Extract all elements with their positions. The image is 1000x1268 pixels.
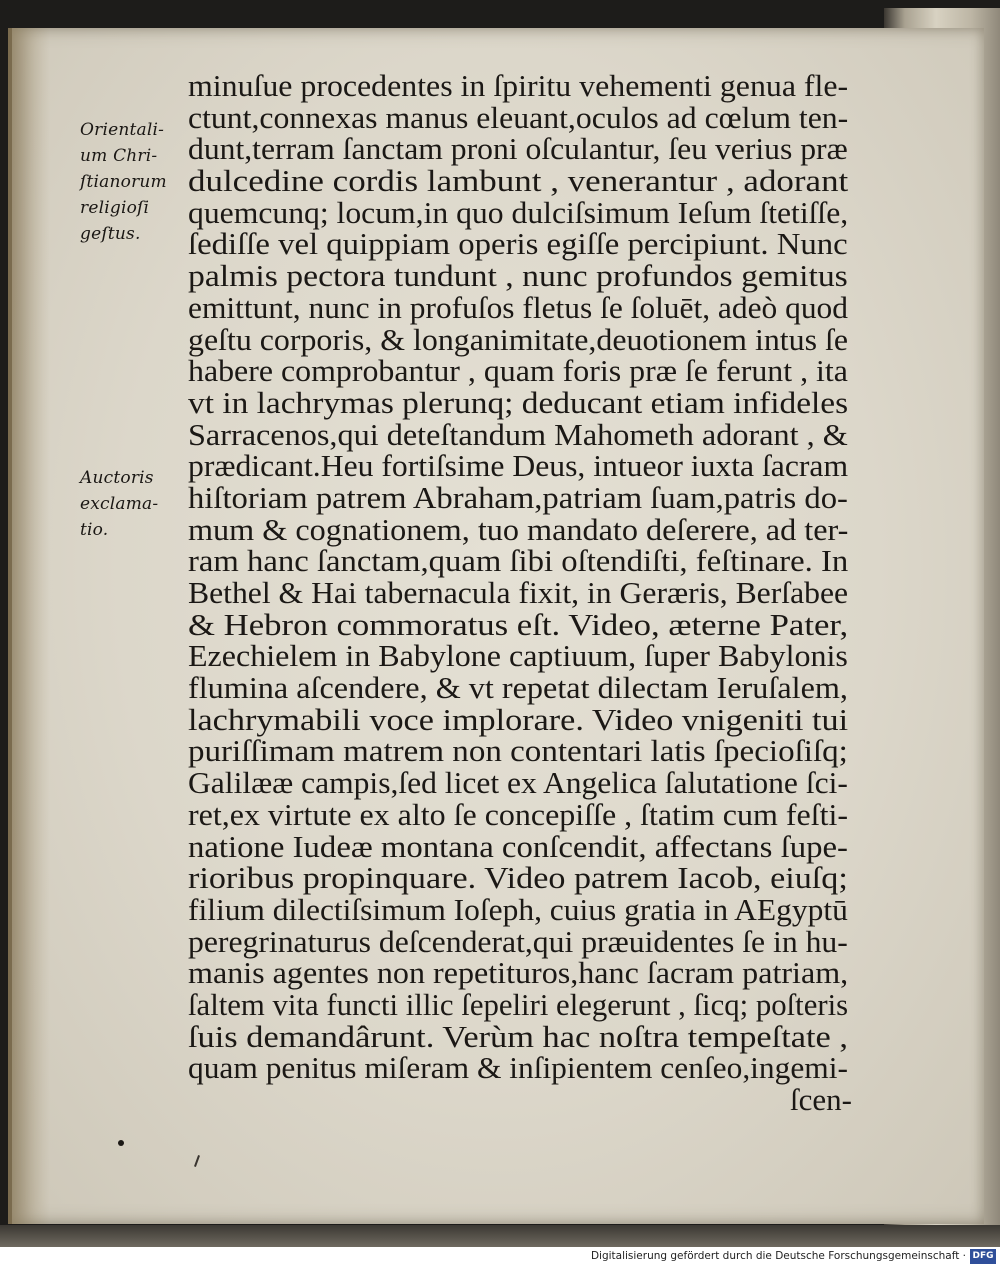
margin-note-line: geſtus. bbox=[80, 224, 141, 244]
text-line: ſaltem vita functi illic ſepeliri elegerunt , ſicq; poſteris bbox=[188, 986, 849, 1022]
text-line: filium dilectiſsimum Ioſeph, cuius gratia in AEgyptū bbox=[188, 891, 848, 927]
dfg-logo-icon: DFG bbox=[970, 1249, 996, 1264]
text-line: ctunt,connexas manus eleuant,oculos ad cœlum ten- bbox=[188, 99, 849, 135]
text-line: natione Iudeæ montana conſcendit, affectans ſupe- bbox=[188, 828, 848, 864]
margin-note-line: tio. bbox=[80, 520, 109, 540]
text-line: rioribus propinquare. Video patrem Iacob, eiuſq; bbox=[188, 860, 848, 896]
text-line: Ezechielem in Babylone captiuum, ſuper Babylonis bbox=[188, 638, 848, 674]
margin-note-line: Auctoris bbox=[80, 468, 154, 488]
text-line: geſtu corporis, & longanimitate,deuotionem intus ſe bbox=[188, 321, 849, 357]
text-line: manis agentes non repetituros,hanc ſacram patriam, bbox=[188, 955, 849, 991]
text-line: ſuis demandârunt. Verùm hac noſtra tempeſtate , bbox=[188, 1018, 849, 1054]
text-line: Galilææ campis,ſed licet ex Angelica ſalutatione ſci- bbox=[188, 765, 848, 801]
text-line: mum & cognationem, tuo mandato deſerere, ad ter- bbox=[188, 511, 849, 547]
text-line: ret,ex virtute ex alto ſe concepiſſe , ſtatim cum feſti- bbox=[188, 796, 849, 832]
margin-note-line: Orientali- bbox=[80, 120, 165, 140]
text-line: Bethel & Hai tabernacula fixit, in Geræris, Berſabee bbox=[188, 575, 849, 610]
margin-note-line: religioſi bbox=[80, 198, 150, 218]
text-line: ſediſſe vel quippiam operis egiſſe percipiunt. Nunc bbox=[188, 226, 848, 262]
margin-note-line: exclama- bbox=[80, 494, 159, 514]
funding-credit: Digitalisierung gefördert durch die Deutsche Forschungsgemeinschaft · bbox=[590, 1250, 966, 1262]
main-text-block bbox=[188, 70, 868, 1116]
text-line: prædicant.Heu fortiſsime Deus, intueor iuxta ſacram bbox=[188, 448, 849, 484]
margin-note-oriental-christians bbox=[80, 117, 167, 247]
gutter-shadow bbox=[12, 28, 50, 1224]
text-line: dulcedine cordis lambunt , venerantur , adorant bbox=[188, 163, 849, 199]
text-line: & Hebron commoratus eſt. Video, æterne Pater, bbox=[188, 606, 849, 642]
margin-note-line: ſtianorum bbox=[80, 172, 167, 192]
text-line: habere comprobantur , quam foris præ ſe ferunt , ita bbox=[188, 353, 848, 389]
ink-speck bbox=[118, 1140, 124, 1146]
text-line: flumina aſcendere, & vt repetat dilectam Ieruſalem, bbox=[188, 670, 848, 706]
text-line: ram hanc ſanctam,quam ſibi oſtendiſti, feſtinare. In bbox=[188, 543, 849, 579]
text-line: dunt,terram ſanctam proni oſculantur, ſeu verius præ bbox=[188, 131, 848, 167]
text-line: emittunt, nunc in profuſos fletus ſe ſoluēt, adeò quod bbox=[188, 289, 849, 325]
text-line: lachrymabili voce implorare. Video vnigeniti tui bbox=[188, 701, 849, 737]
text-line: quemcunq; locum,in quo dulciſsimum Ieſum ſtetiſſe, bbox=[188, 194, 849, 230]
text-line: hiſtoriam patrem Abraham,patriam ſuam,patris do- bbox=[188, 479, 848, 515]
footer-bar bbox=[0, 1247, 1000, 1268]
text-line: quam penitus miſeram & inſipientem cenſeo,ingemi- bbox=[188, 1050, 848, 1086]
text-line: palmis pectora tundunt , nunc profundos gemitus bbox=[188, 258, 848, 294]
catchword: ſcen- bbox=[790, 1082, 852, 1117]
text-line: vt in lachrymas plerunq; deducant etiam infideles bbox=[188, 384, 849, 420]
text-line: peregrinaturus deſcenderat,qui præuidentes ſe in hu- bbox=[188, 923, 848, 959]
text-line: minuſue procedentes in ſpiritu vehementi genua fle- bbox=[188, 68, 849, 103]
text-line: Sarracenos,qui deteſtandum Mahometh adorant , & bbox=[188, 416, 848, 452]
book-bottom-edge bbox=[0, 1225, 1000, 1247]
margin-note-author-exclamation bbox=[80, 465, 158, 543]
text-line: puriſſimam matrem non contentari latis ſpecioſiſq; bbox=[188, 733, 848, 769]
margin-note-line: um Chri- bbox=[80, 146, 158, 166]
